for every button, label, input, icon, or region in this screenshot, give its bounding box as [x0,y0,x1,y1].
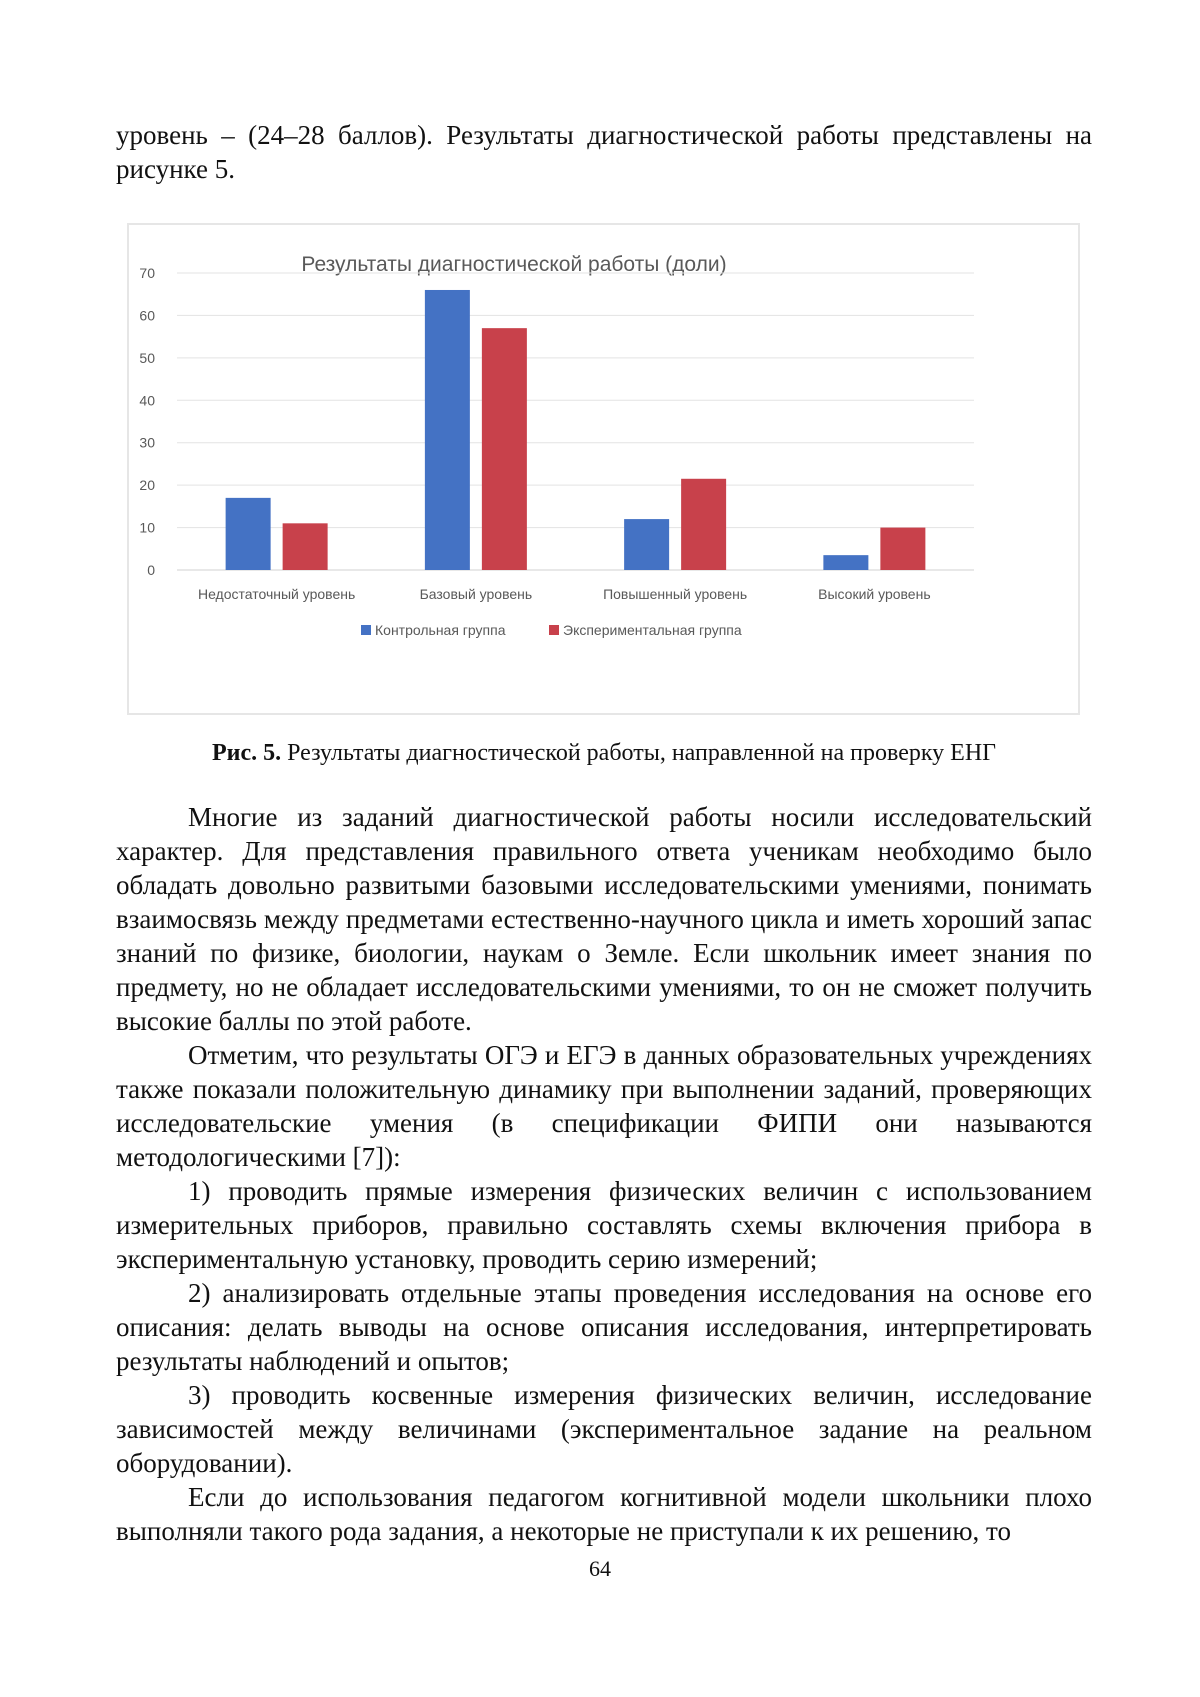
y-tick-label: 20 [139,477,155,494]
bar-control [226,498,271,570]
caption-label: Рис. 5. [211,740,282,766]
bar-experimental [880,528,925,570]
paragraph-1: Многие из заданий диагностической работы носили исследовательский характер. Для представления правильного ответа ученикам необходимо было обладать довольно развитыми базовыми исследовательскими умениями, понимать взаимосвязь между предметами естественно-научного цикла и иметь хороший запас знаний по физике, биологии, наукам о Земле. Если школьник имеет знания по предмету, но не обладает исследовательскими умениями, то он не сможет получить высокие баллы по этой работе. [116,802,1092,1036]
figure-5 [127,223,1080,715]
x-category-label: Повышенный уровень [603,586,748,602]
x-category-label: Недостаточный уровень [197,586,356,602]
list-item-3: 3) проводить косвенные измерения физических величин, исследование зависимостей между величинами (экспериментальное задание на реальном оборудовании). [116,1380,1092,1478]
y-tick-label: 40 [139,392,155,409]
paragraph-2: Отметим, что результаты ОГЭ и ЕГЭ в данных образовательных учреждениях также показали положительную динамику при выполнении заданий, проверяющих исследовательские умения (в спецификации ФИПИ они называются методологическими [7]): [116,1040,1092,1172]
bar-control [624,519,669,570]
list-item-2: 2) анализировать отдельные этапы проведения исследования на основе его описания: делать выводы на основе описания исследования, интерпретировать результаты наблюдений и опытов; [116,1278,1092,1376]
chart-title: Результаты диагностической работы (доли) [301,253,727,276]
list-item-1: 1) проводить прямые измерения физических величин с использованием измерительных приборов, правильно составлять схемы включения прибора в экспериментальную установку, проводить серию измерений; [116,1176,1092,1274]
bar-control [425,290,470,570]
bar-control [823,555,868,570]
bar-experimental [681,479,726,570]
y-tick-label: 10 [139,519,155,536]
figure-caption [116,738,1092,768]
y-tick-label: 50 [139,349,155,366]
y-tick-label: 0 [147,562,155,578]
legend-label: Экспериментальная группа [563,622,742,638]
legend-swatch [549,625,559,635]
intro-line-2: рисунке 5. [116,154,235,184]
y-tick-label: 60 [139,307,155,324]
x-category-label: Базовый уровень [419,586,533,602]
intro-line-1: уровень – (24–28 баллов). Результаты диагностической работы представлены на [116,120,1092,150]
x-category-label: Высокий уровень [818,586,931,602]
paragraph-3: Если до использования педагогом когнитивной модели школьники плохо выполняли такого рода задания, а некоторые не приступали к их решению, то [116,1482,1092,1546]
caption-text: Результаты диагностической работы, направленной на проверку ЕНГ [281,740,997,766]
bar-experimental [283,523,328,570]
bar-experimental [482,328,527,570]
legend-label: Контрольная группа [375,622,506,638]
y-tick-label: 70 [139,265,155,281]
bar-chart [129,225,1078,713]
page-number: 64 [589,1556,611,1581]
y-tick-label: 30 [139,434,155,451]
legend-swatch [361,625,371,635]
